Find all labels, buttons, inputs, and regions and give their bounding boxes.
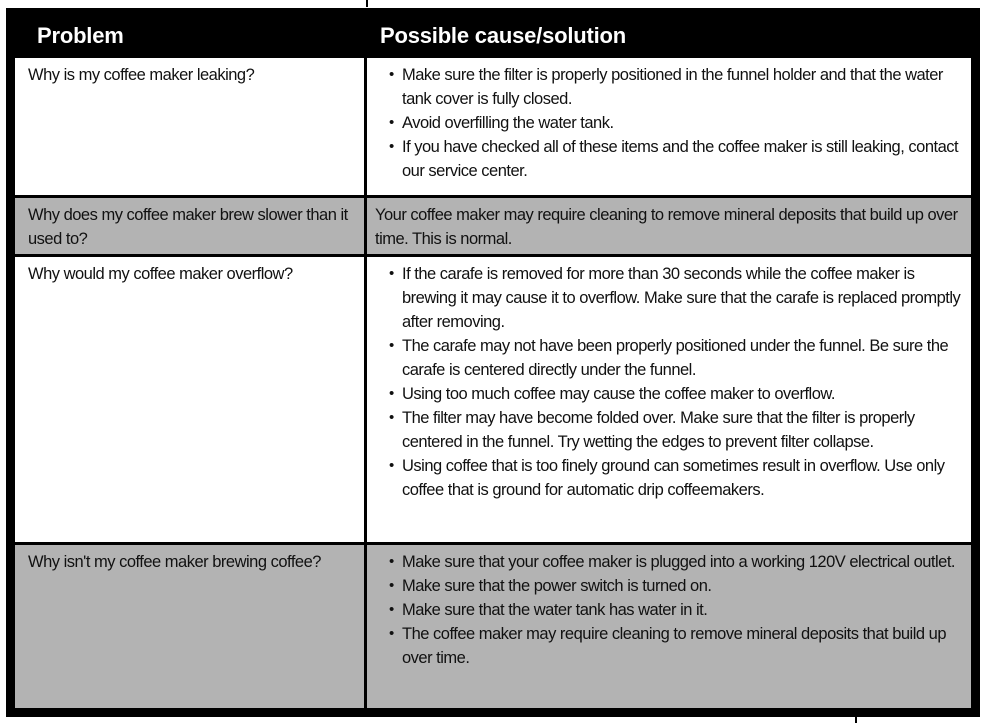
solution-cell (367, 257, 971, 542)
solution-cell (367, 545, 971, 708)
crop-mark-bottom (855, 717, 857, 723)
solution-bullet-list (375, 63, 963, 183)
table-row-brews-slower (15, 195, 971, 254)
solution-bullet: • The coffee maker may require cleaning to remove mineral deposits that build up over time. (402, 622, 963, 670)
table-row-not-brewing (15, 542, 971, 708)
column-header-solution: Possible cause/solution (380, 23, 627, 48)
solution-bullet: • Make sure that the power switch is turned on. (402, 574, 963, 598)
solution-bullet: • Make sure that your coffee maker is plugged into a working 120V electrical outlet. (402, 550, 963, 574)
table-row-overflow (15, 254, 971, 542)
problem-cell: Why would my coffee maker overflow? (15, 257, 367, 542)
solution-bullet: • Avoid overfilling the water tank. (402, 111, 963, 135)
crop-mark-top (366, 0, 368, 7)
problem-cell: Why is my coffee maker leaking? (15, 58, 367, 195)
solution-bullet: • Make sure the filter is properly positioned in the funnel holder and that the water tank cover is fully closed. (402, 63, 963, 111)
troubleshooting-table (6, 8, 980, 717)
solution-bullet: • If the carafe is removed for more than 30 seconds while the coffee maker is brewing it may cause it to overflow. Make sure that the carafe is replaced promptly after removing. (402, 262, 963, 334)
solution-bullet: • Using coffee that is too finely ground can sometimes result in overflow. Use only coffee that is ground for automatic drip coffeemakers. (402, 454, 963, 502)
problem-cell: Why isn't my coffee maker brewing coffee? (15, 545, 367, 708)
table-row-leaking (15, 55, 971, 195)
solution-bullet: • Make sure that the water tank has water in it. (402, 598, 963, 622)
solution-bullet: • The carafe may not have been properly positioned under the funnel. Be sure the carafe is centered directly under the funnel. (402, 334, 963, 382)
solution-bullet: • If you have checked all of these items and the coffee maker is still leaking, contact our service center. (402, 135, 963, 183)
solution-bullet-list (375, 550, 963, 670)
solution-cell (367, 58, 971, 195)
solution-bullet-list (375, 262, 963, 502)
column-header-problem: Problem (37, 23, 124, 48)
solution-cell (367, 198, 971, 254)
solution-bullet: • The filter may have become folded over. Make sure that the filter is properly centered in the funnel. Try wetting the edges to prevent filter collapse. (402, 406, 963, 454)
solution-text: Your coffee maker may require cleaning to remove mineral deposits that build up over time. This is normal. (375, 206, 958, 248)
problem-cell: Why does my coffee maker brew slower than it used to? (15, 198, 367, 254)
table-header-row (15, 17, 971, 55)
solution-bullet: • Using too much coffee may cause the coffee maker to overflow. (402, 382, 963, 406)
